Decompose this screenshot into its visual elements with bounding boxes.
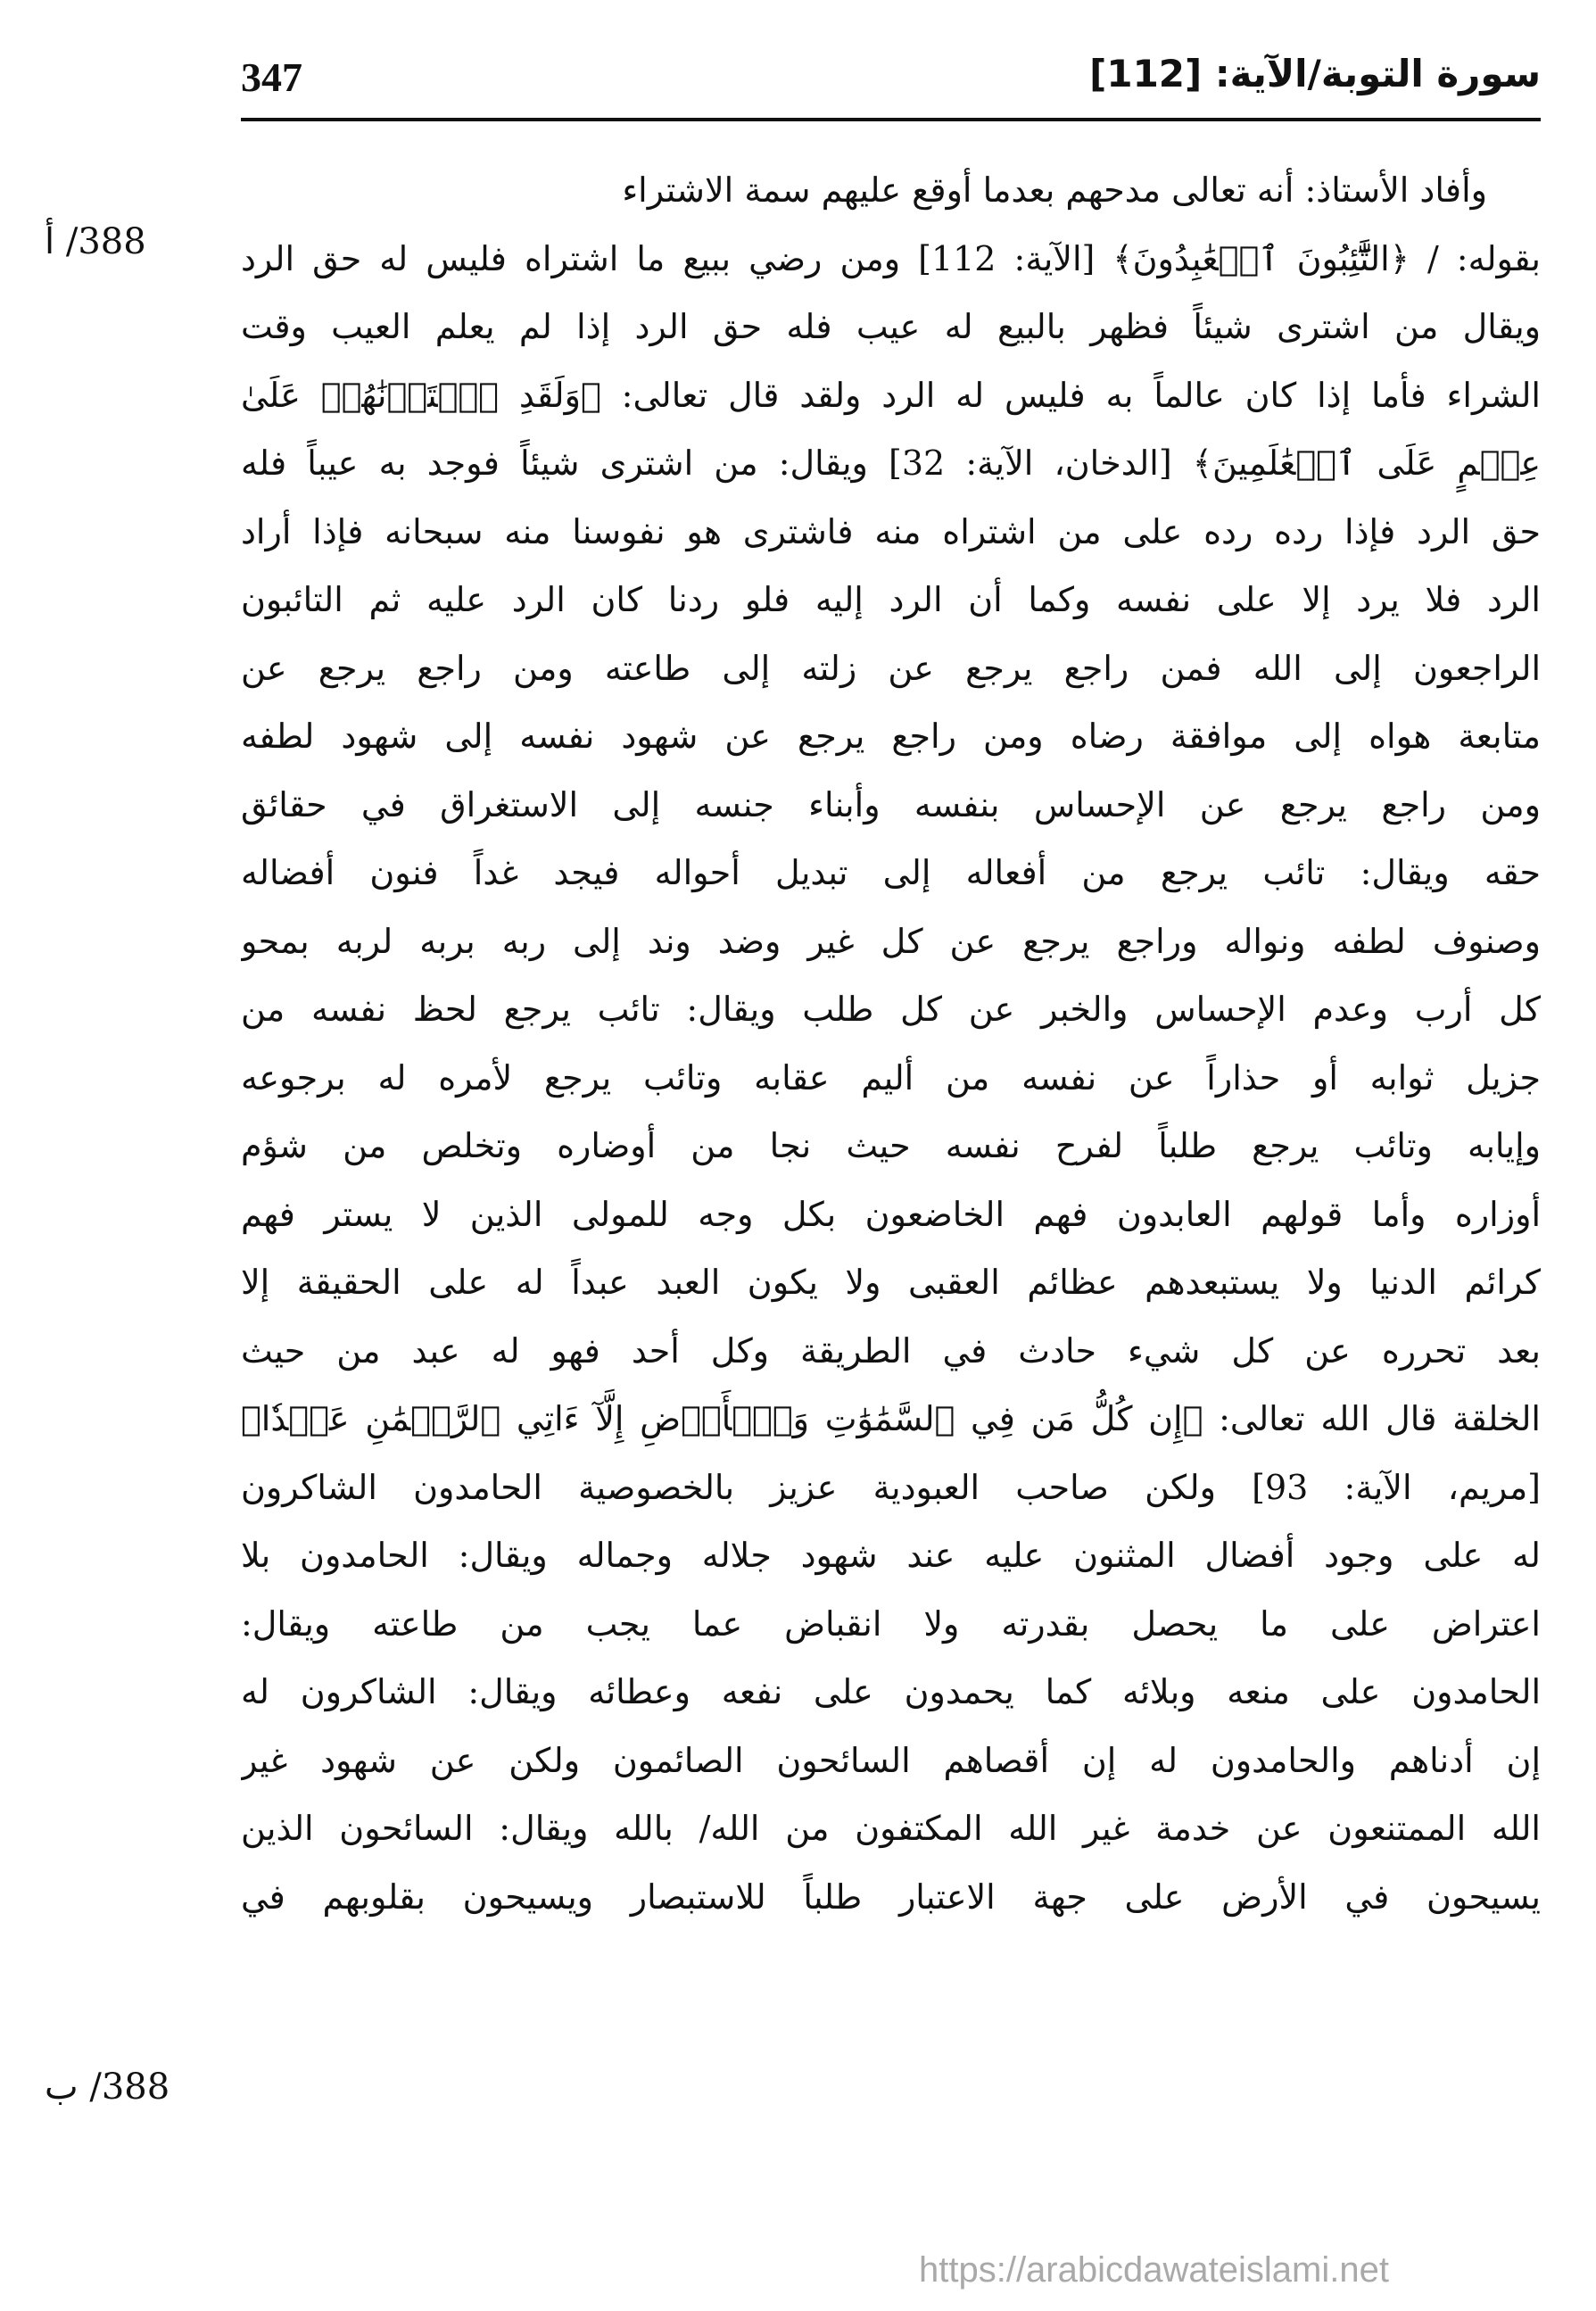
text-line: الرد فلا يرد إلا على نفسه وكما أن الرد إليه فلو ردنا كان الرد عليه ثم التائبون bbox=[241, 580, 1541, 619]
text-line: كرائم الدنيا ولا يستبعدهم عظائم العقبى ولا يكون العبد عبداً له على الحقيقة إلا bbox=[241, 1263, 1541, 1302]
margin-folio-note: 388/ أ bbox=[45, 221, 146, 262]
body-text bbox=[241, 156, 1541, 1931]
text-line: حقه ويقال: تائب يرجع من أفعاله إلى تبديل أحواله فيجد غداً فنون أفضاله bbox=[241, 853, 1541, 892]
text-line: الخلقة قال الله تعالى: ﴿إِن كُلُّ مَن فِي ٱلسَّمَٰوَٰتِ وَٱلۡأَرۡضِ إِلَّآ ءَاتِي ٱلرَّحۡمَٰنِ عَبۡدٗا﴾ bbox=[241, 1399, 1541, 1438]
text-line: ويقال من اشترى شيئاً فظهر بالبيع له عيب فله حق الرد إذا لم يعلم العيب وقت bbox=[241, 307, 1541, 346]
text-line: وأفاد الأستاذ: أنه تعالى مدحهم بعدما أوقع عليهم سمة الاشتراء bbox=[622, 170, 1487, 210]
margin-folio-note: 388/ ب bbox=[45, 2067, 170, 2108]
text-line: إن أدناهم والحامدون له إن أقصاهم السائحون الصائمون ولكن عن شهود غير bbox=[241, 1740, 1541, 1780]
text-line: بعد تحرره عن كل شيء حادث في الطريقة وكل أحد فهو له عبد من حيث bbox=[241, 1330, 1541, 1371]
page-header bbox=[241, 36, 1541, 116]
text-line: الله الممتنعون عن خدمة غير الله المكتفون من الله/ بالله ويقال: السائحون الذين bbox=[241, 1809, 1541, 1848]
page-number: 347 bbox=[241, 54, 302, 100]
text-line: أوزاره وأما قولهم العابدون فهم الخاضعون بكل وجه للمولى الذين لا يستر فهم bbox=[241, 1194, 1541, 1234]
text-line: حق الرد فإذا رده رده على من اشتراه منه فاشترى هو نفوسنا منه سبحانه فإذا أراد bbox=[241, 511, 1541, 551]
text-line: الحامدون على منعه وبلائه كما يحمدون على نفعه وعطائه ويقال: الشاكرون له bbox=[241, 1672, 1541, 1711]
header-rule bbox=[241, 118, 1541, 121]
text-line: بقوله: / ﴿التَّٰٓئِبُونَ ٱلۡعَٰبِدُونَ﴾ [الآية: 112] ومن رضي ببيع ما اشتراه فليس له حق الرد bbox=[241, 238, 1541, 278]
text-line: يسيحون في الأرض على جهة الاعتبار طلباً للاستبصار ويسيحون بقلوبهم في bbox=[241, 1876, 1541, 1917]
text-line: [مريم، الآية: 93] ولكن صاحب العبودية عزيز بالخصوصية الحامدون الشاكرون bbox=[241, 1467, 1541, 1507]
text-line: له على وجود أفضال المثنون عليه عند شهود جلاله وجماله ويقال: الحامدون بلا bbox=[241, 1536, 1541, 1575]
text-line: متابعة هواه إلى موافقة رضاه ومن راجع يرجع عن شهود نفسه إلى شهود لطفه bbox=[241, 716, 1541, 756]
text-line: كل أرب وعدم الإحساس والخبر عن كل طلب ويقال: تائب يرجع لحظ نفسه من bbox=[241, 990, 1541, 1029]
text-line: الراجعون إلى الله فمن راجع يرجع عن زلته إلى طاعته ومن راجع يرجع عن bbox=[241, 648, 1541, 688]
text-line: وإيابه وتائب يرجع طلباً لفرح نفسه حيث نجا من أوضاره وتخلص من شؤم bbox=[241, 1126, 1541, 1165]
text-line: وصنوف لطفه ونواله وراجع يرجع عن كل غير وضد وند إلى ربه بربه لربه بمحو bbox=[241, 921, 1541, 961]
text-line: جزيل ثوابه أو حذاراً عن نفسه من أليم عقابه وتائب يرجع لأمره له برجوعه bbox=[241, 1057, 1541, 1098]
text-line: ومن راجع يرجع عن الإحساس بنفسه وأبناء جنسه إلى الاستغراق في حقائق bbox=[241, 784, 1541, 824]
text-line: عِلۡمٍ عَلَى ٱلۡعَٰلَمِينَ﴾ [الدخان، الآية: 32] ويقال: من اشترى شيئاً فوجد به عيباً فله bbox=[241, 443, 1541, 483]
watermark-url: https://arabicdawateislami.net bbox=[919, 2250, 1389, 2290]
text-line: الشراء فأما إذا كان عالماً به فليس له الرد ولقد قال تعالى: ﴿وَلَقَدِ ٱخۡتَرۡنَٰهُمۡ عَلَىٰ bbox=[241, 375, 1541, 415]
text-line: اعتراض على ما يحصل بقدرته ولا انقباض عما يجب من طاعته ويقال: bbox=[241, 1603, 1541, 1644]
running-head: سورة التوبة/الآية: [112] bbox=[1089, 52, 1541, 95]
